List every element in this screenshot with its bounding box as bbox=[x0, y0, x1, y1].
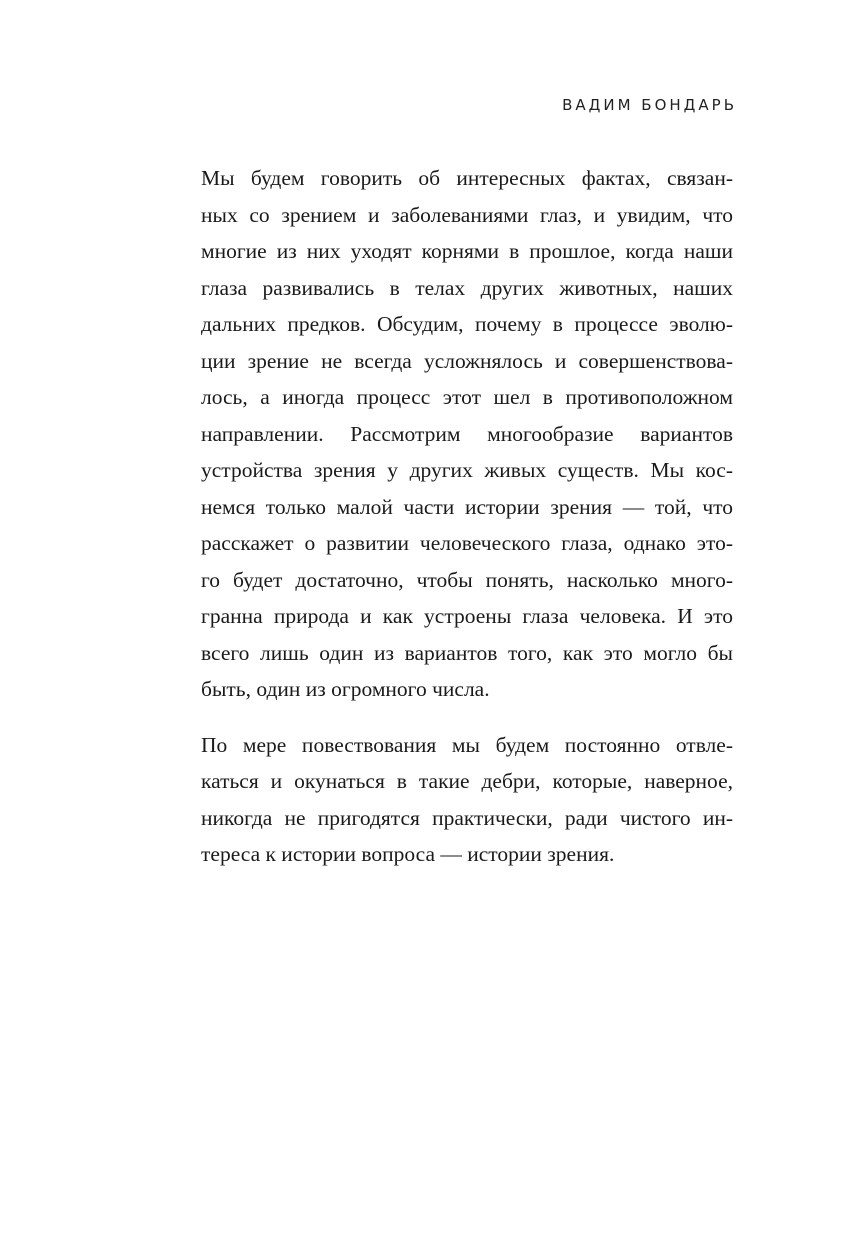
text-line: устройства зрения у других живых существ. Мы кос- bbox=[201, 458, 733, 482]
text-line: лось, а иногда процесс этот шел в противоположном bbox=[201, 385, 733, 409]
paragraph-1 bbox=[201, 160, 733, 708]
text-line: го будет достаточно, чтобы понять, насколько много- bbox=[201, 567, 733, 592]
text-line: глаза развивались в телах других животных, наших bbox=[201, 275, 733, 300]
text-line: тереса к истории вопроса — истории зрения. bbox=[201, 842, 615, 866]
running-header-author: ВАДИМ БОНДАРЬ bbox=[562, 96, 737, 114]
body-text bbox=[201, 160, 733, 873]
text-line: гранна природа и как устроены глаза человека. И это bbox=[201, 604, 733, 628]
text-line: Мы будем говорить об интересных фактах, связан- bbox=[201, 166, 733, 190]
text-line: быть, один из огромного числа. bbox=[201, 677, 490, 701]
paragraph-2 bbox=[201, 727, 733, 873]
text-line: направлении. Рассмотрим многообразие вариантов bbox=[201, 421, 733, 446]
text-line: ных со зрением и заболеваниями глаз, и увидим, что bbox=[201, 202, 733, 227]
text-line: каться и окунаться в такие дебри, которые, наверное, bbox=[201, 769, 733, 793]
text-line: никогда не пригодятся практически, ради чистого ин- bbox=[201, 805, 733, 830]
text-line: всего лишь один из вариантов того, как это могло бы bbox=[201, 640, 733, 665]
text-line: дальних предков. Обсудим, почему в процессе эволю- bbox=[201, 312, 733, 336]
text-line: ции зрение не всегда усложнялось и совершенствова- bbox=[201, 348, 733, 373]
text-line: многие из них уходят корнями в прошлое, когда наши bbox=[201, 239, 733, 263]
text-line: немся только малой части истории зрения — той, что bbox=[201, 494, 733, 519]
text-line: расскажет о развитии человеческого глаза, однако это- bbox=[201, 531, 733, 555]
text-line: По мере повествования мы будем постоянно отвле- bbox=[201, 732, 733, 757]
